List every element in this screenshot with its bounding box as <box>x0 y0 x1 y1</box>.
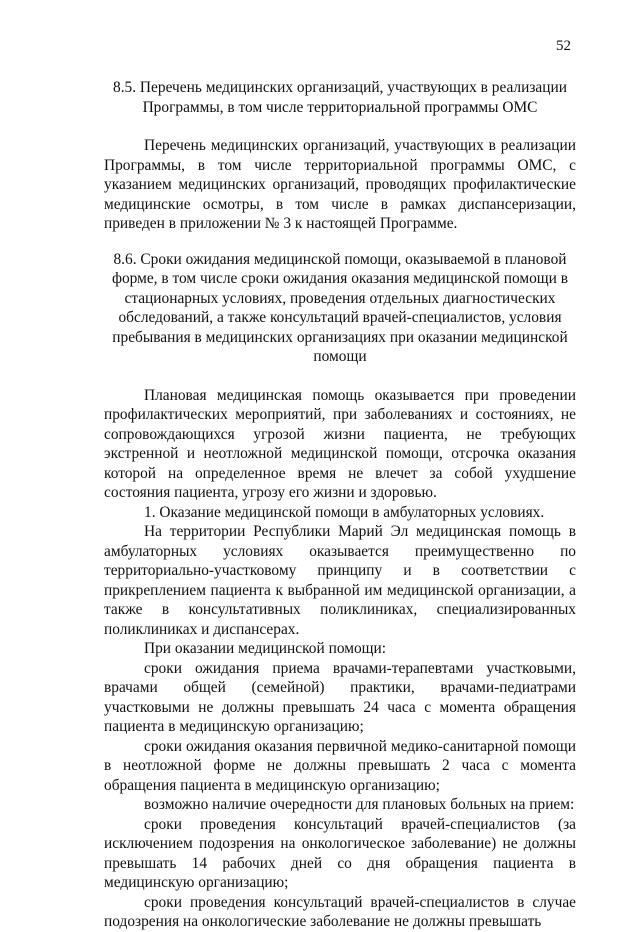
paragraph: Плановая медицинская помощь оказывается при проведении профилактических мероприятий, при заболеваниях и состояниях, не сопровождающихся угрозой жизни пациента, не требующих экстренной и неотложной медицинской помощи, отсрочка оказания которой на определенное время не влечет за собой ухудшение состояния пациента, угрозу его жизни и здоровью. <box>104 386 576 501</box>
paragraph: сроки проведения консультаций врачей-специалистов (за исключением подозрения на онкологическое заболевание) не должны превышать 14 рабочих дней со дня обращения пациента в медицинскую организацию; <box>104 815 576 891</box>
paragraph: сроки ожидания приема врачами-терапевтами участковыми, врачами общей (семейной) практики, врачами-педиатрами участковыми не должны превышать 24 часа с момента обращения пациента в медицинскую организацию; <box>104 659 576 735</box>
paragraph: сроки проведения консультаций врачей-специалистов в случае подозрения на онкологические заболевание не должны превышать <box>104 893 576 930</box>
section-8-5-paragraph: Перечень медицинских организаций, участвующих в реализации Программы, в том числе территориальной программы ОМС, с указанием медицинских организаций, проводящих профилактические медицинские осмотры, в том числе в рамках диспансеризации, приведен в приложении № 3 к настоящей Программе. <box>104 137 576 232</box>
paragraph: сроки ожидания оказания первичной медико-санитарной помощи в неотложной форме не должны превышать 2 часа с момента обращения пациента в медицинскую организацию; <box>104 737 576 794</box>
paragraph: На территории Республики Марий Эл медицинская помощь в амбулаторных условиях оказывается преимущественно по территориально-участковому принципу и в соответствии с прикреплением пациента к выбранной им медицинской организации, а также в консультативных поликлиниках, специализированных поликлиниках и диспансерах. <box>104 523 576 638</box>
paragraph: 1. Оказание медицинской помощи в амбулаторных условиях. <box>144 503 545 521</box>
document-body <box>104 78 576 932</box>
paragraph: При оказании медицинской помощи: <box>144 640 387 657</box>
section-8-5-heading: 8.5. Перечень медицинских организаций, участвующих в реализации Программы, в том числе территориальной программы ОМС <box>113 79 567 116</box>
section-8-6-heading: 8.6. Сроки ожидания медицинской помощи, оказываемой в плановой форме, в том числе сроки ожидания оказания медицинской помощи в стационарных условиях, проведения отдельных диагностических обследований, а также консультаций врачей-специалистов, условия пребывания в медицинских организациях при оказании медицинской помощи <box>111 250 569 365</box>
page-number: 52 <box>556 38 571 54</box>
paragraph: возможно наличие очередности для плановых больных на прием: <box>144 796 575 813</box>
